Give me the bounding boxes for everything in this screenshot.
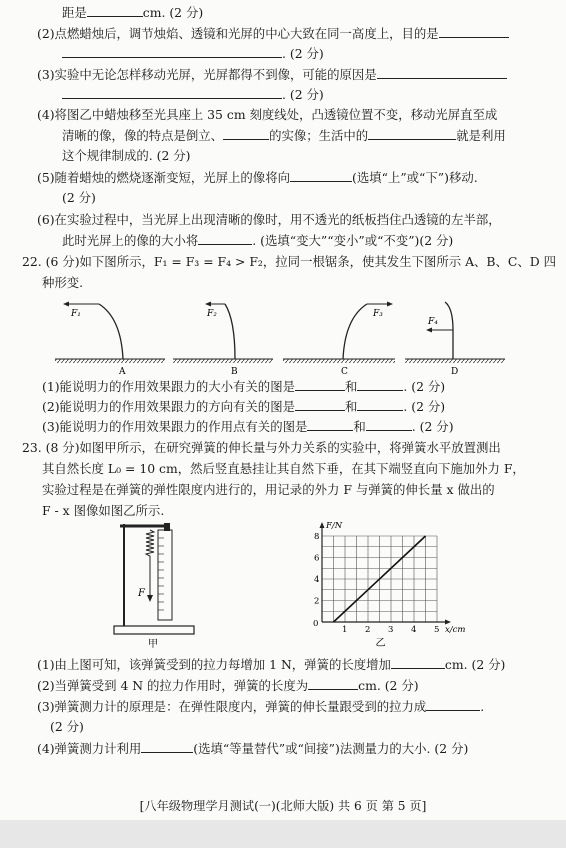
tick-labels xyxy=(314,532,439,635)
spring-stand-figure xyxy=(110,520,200,650)
q23-stem-line-2: 其自然长度 L₀ = 10 cm，然后竖直悬挂让其自然下垂，在其下端竖直向下施加外力 F， xyxy=(42,461,525,476)
q21-part-6-line-2: 此时光屏上的像的大小将 . (选填“变大”“变小”或“不变”)(2 分) xyxy=(62,233,454,248)
ground-hatch xyxy=(283,359,395,363)
panel-label: C xyxy=(341,367,348,376)
q21-part-6: (6)在实验过程中，当光屏上出现清晰的像时，用不透光的纸板挡住凸透镜的左半部， xyxy=(37,212,501,227)
x-axis-label: x/cm xyxy=(445,625,466,635)
answer-blank[interactable] xyxy=(357,398,403,411)
answer-blank[interactable] xyxy=(439,25,509,38)
answer-blank[interactable] xyxy=(62,86,282,99)
q21-part-2-line-2: . (2 分) xyxy=(62,45,324,62)
spring xyxy=(146,530,154,564)
force-label: F₄ xyxy=(428,317,438,327)
y-tick-label: 4 xyxy=(314,575,320,585)
ground-hatch xyxy=(55,359,165,363)
origin-label: 0 xyxy=(313,619,319,629)
x-tick-label: 5 xyxy=(434,625,440,635)
panel-b xyxy=(173,302,273,377)
saw-blade xyxy=(99,304,123,359)
q21-line-1: 距是 cm. (2 分) xyxy=(62,5,204,20)
answer-blank[interactable] xyxy=(87,4,143,17)
q22-sub-2: (2)能说明力的作用效果跟力的方向有关的图是 和 . (2 分) xyxy=(42,399,446,414)
answer-blank[interactable] xyxy=(223,127,269,140)
q23-sub-3: (3)弹簧测力计的原理是：在弹性限度内，弹簧的伸长量跟受到的拉力成 . xyxy=(37,699,485,714)
q21-part-3: (3)实验中无论怎样移动光屏，光屏都得不到像，可能的原因是 xyxy=(37,66,507,83)
q23-stem: 23. (8 分)如图甲所示，在研究弹簧的伸长量与外力关系的实验中，将弹簧水平放置测出 xyxy=(22,440,501,455)
panel-d xyxy=(405,302,505,376)
answer-blank[interactable] xyxy=(377,66,507,79)
answer-blank[interactable] xyxy=(391,656,445,669)
saw-blade xyxy=(343,304,367,359)
answer-blank[interactable] xyxy=(308,677,358,690)
q23-sub-2: (2)当弹簧受到 4 N 的拉力作用时，弹簧的长度为 cm. (2 分) xyxy=(37,678,419,693)
q22-sub-3: (3)能说明力的作用效果跟力的作用点有关的图是 和 . (2 分) xyxy=(42,419,454,434)
q23-sub-4: (4)弹簧测力计利用 (选填“等量替代”或“间接”)法测量力的大小. (2 分) xyxy=(37,741,469,756)
ruler-ticks xyxy=(158,538,164,610)
saw-blade-figure xyxy=(55,296,505,376)
y-tick-label: 2 xyxy=(314,596,320,607)
q23-stem-line-4: F - x 图像如图乙所示. xyxy=(42,503,165,518)
panel-label: B xyxy=(231,367,238,376)
stand-base xyxy=(114,626,194,634)
arrow-head xyxy=(63,302,69,307)
q23-sub-1: (1)由上图可知，该弹簧受到的拉力每增加 1 N，弹簧的长度增加 cm. (2 分) xyxy=(37,657,506,672)
q21-part-4-line-2: 清晰的像，像的特点是倒立、 的实像；生活中的 就是利用 xyxy=(62,128,506,143)
q21-part-5: (5)随着蜡烛的燃烧逐渐变短，光屏上的像将向 (选填“上”或“下”)移动. xyxy=(37,170,478,185)
ground-hatch xyxy=(173,359,273,363)
answer-blank[interactable] xyxy=(426,698,480,711)
panel-label: A xyxy=(119,367,126,376)
answer-blank[interactable] xyxy=(307,418,353,431)
panel-c xyxy=(283,302,395,377)
arrow-head xyxy=(205,302,211,307)
x-axis-arrow xyxy=(445,620,451,625)
q21-part-5-line-2: (2 分) xyxy=(62,190,96,205)
q22-stem-line-2: 种形变. xyxy=(42,275,84,290)
q23-sub-3-line-2: (2 分) xyxy=(50,719,84,734)
y-axis-label: F/N xyxy=(326,521,343,531)
answer-blank[interactable] xyxy=(62,45,282,58)
y-tick-label: 8 xyxy=(314,532,320,542)
figure-caption: 乙 xyxy=(375,638,386,649)
x-tick-label: 2 xyxy=(365,625,371,635)
q23-stem-line-3: 实验过程是在弹簧的弹性限度内进行的，用记录的外力 F 与弹簧的伸长量 x 做出的 xyxy=(42,482,495,497)
answer-blank[interactable] xyxy=(141,740,193,753)
arrow-head xyxy=(426,328,432,333)
q22-stem: 22. (6 分)如下图所示，F₁ = F₃ = F₄ > F₂，拉同一根锯条，使其发生下图所示 A、B、C、D 四 xyxy=(22,254,557,269)
q21-part-2: (2)点燃蜡烛后，调节烛焰、透镜和光屏的中心大致在同一高度上，目的是 xyxy=(37,25,509,42)
x-tick-label: 1 xyxy=(342,625,348,635)
answer-blank[interactable] xyxy=(357,378,403,391)
answer-blank[interactable] xyxy=(290,169,352,182)
figure-caption: 甲 xyxy=(148,639,158,650)
saw-blade xyxy=(225,304,235,359)
panel-label: D xyxy=(451,367,459,376)
f-x-graph xyxy=(300,520,470,650)
y-axis-arrow xyxy=(320,522,325,528)
force-label: F xyxy=(138,588,145,599)
force-label: F₃ xyxy=(373,309,383,319)
ground-hatch xyxy=(405,359,505,363)
q21-part-3-line-2: . (2 分) xyxy=(62,86,324,103)
panel-a xyxy=(55,302,165,377)
ruler xyxy=(158,530,172,620)
arrow-head xyxy=(387,302,393,307)
answer-blank[interactable] xyxy=(295,398,345,411)
force-label: F₂ xyxy=(207,309,217,319)
q21-part-4-line-3: 这个规律制成的. (2 分) xyxy=(62,148,191,163)
answer-blank[interactable] xyxy=(295,378,345,391)
answer-blank[interactable] xyxy=(366,418,412,431)
q21-part-4: (4)将图乙中蜡烛移至光具座上 35 cm 刻度线处，凸透镜位置不变，移动光屏直至成 xyxy=(37,107,498,122)
x-tick-label: 3 xyxy=(388,625,394,635)
x-tick-label: 4 xyxy=(411,625,417,635)
page-footer: [八年级物理学月测试(一)(北师大版) 共 6 页 第 5 页] xyxy=(139,799,427,813)
answer-blank[interactable] xyxy=(368,127,456,140)
y-tick-label: 6 xyxy=(314,553,320,564)
q22-sub-1: (1)能说明力的作用效果跟力的大小有关的图是 和 . (2 分) xyxy=(42,379,446,394)
arrow-head xyxy=(147,595,153,602)
force-label: F₁ xyxy=(71,309,81,319)
answer-blank[interactable] xyxy=(198,232,252,245)
